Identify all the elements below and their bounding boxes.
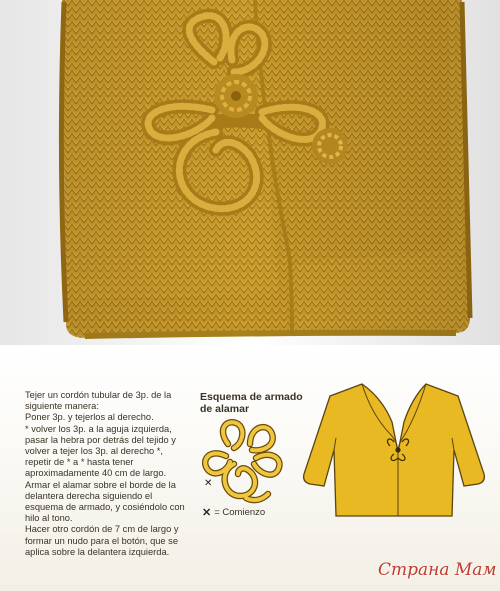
diagram-title: Esquema de armado de alamar <box>200 391 303 415</box>
watermark: Страна Мам <box>378 560 497 580</box>
instruction-paragraph: Poner 3p. y tejerlos al derecho. <box>25 412 154 423</box>
cardigan-icon <box>300 378 490 523</box>
diagram-legend <box>202 506 265 519</box>
instruction-paragraph: Armar el alamar sobre el borde de la delantera derecha siguiendo el esquema de armado, y cosiéndolo con hilo al tono. <box>25 479 185 524</box>
instruction-paragraph: Hacer otro cordón de 7 cm de largo y formar un nudo para el botón, que se aplica sobre la delantera izquierda. <box>25 524 179 557</box>
start-marker-icon: ✕ <box>204 478 213 489</box>
legend-label: = Comienzo <box>214 507 266 518</box>
frog-closure-diagram-icon <box>198 414 298 506</box>
instruction-paragraph: * volver los 3p. a la aguja izquierda, pasar la hebra por detrás del tejido y volver a tejer los 3p. al derecho *, repetir de * a * hasta tener aproximadamente 40 cm de largo. <box>25 423 176 479</box>
knitting-instructions <box>25 390 190 558</box>
start-marker-icon: ✕ <box>202 507 212 519</box>
instruction-paragraph: Tejer un cordón tubular de 3p. de la siguiente manera: <box>25 390 172 412</box>
